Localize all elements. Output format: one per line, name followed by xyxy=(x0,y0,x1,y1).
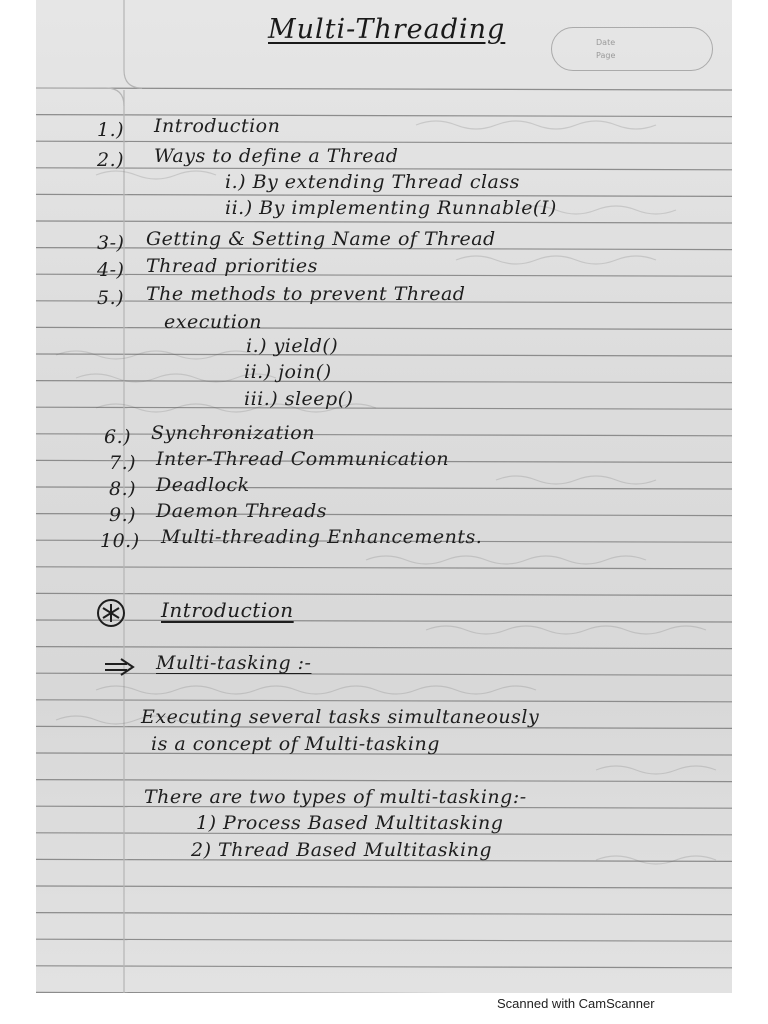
ruled-line xyxy=(36,913,732,915)
toc-num: 2.) xyxy=(97,149,125,171)
ruled-line xyxy=(36,673,732,675)
subheading: Multi-tasking :- xyxy=(156,652,312,674)
toc-item: Thread priorities xyxy=(146,255,318,277)
ruled-line xyxy=(36,407,732,409)
paragraph-line: Executing several tasks simultaneously xyxy=(141,706,540,728)
ruled-line xyxy=(36,593,732,595)
asterisk-bullet-icon xyxy=(95,597,127,629)
ruled-line xyxy=(36,886,732,888)
ruled-line xyxy=(36,939,732,941)
ruled-line xyxy=(36,966,732,968)
toc-num: 3-) xyxy=(97,232,125,254)
toc-item: Inter-Thread Communication xyxy=(156,448,450,470)
ruled-line xyxy=(36,381,732,383)
page-title: Multi-Threading xyxy=(268,14,506,45)
ruled-line xyxy=(36,487,732,489)
section-heading: Introduction xyxy=(161,598,294,622)
toc-item: The methods to prevent Thread xyxy=(146,283,466,305)
toc-subitem: ii.) By implementing Runnable(I) xyxy=(225,197,557,219)
toc-subitem: iii.) sleep() xyxy=(244,388,354,410)
date-label: Date xyxy=(596,38,616,47)
toc-item: Daemon Threads xyxy=(156,500,328,522)
toc-item: Multi-threading Enhancements. xyxy=(161,526,483,548)
toc-num: 8.) xyxy=(109,478,137,500)
toc-num: 6.) xyxy=(104,426,132,448)
toc-subitem: ii.) join() xyxy=(244,361,332,383)
page-label: Page xyxy=(596,51,616,60)
toc-item: Getting & Setting Name of Thread xyxy=(146,228,496,250)
ruled-line xyxy=(36,992,732,993)
ruled-line xyxy=(36,141,732,143)
date-page-stamp xyxy=(551,27,713,71)
list-item: 1) Process Based Multitasking xyxy=(196,812,504,834)
list-item: 2) Thread Based Multitasking xyxy=(191,839,492,861)
ruled-line xyxy=(36,700,732,702)
toc-item: Synchronization xyxy=(151,422,315,444)
ruled-line xyxy=(36,514,732,516)
ruled-line xyxy=(36,274,732,276)
toc-subitem: i.) By extending Thread class xyxy=(225,171,520,193)
ruled-line xyxy=(36,780,732,782)
ruled-line xyxy=(36,647,732,649)
ruled-line xyxy=(36,620,732,622)
toc-num: 7.) xyxy=(109,452,137,474)
scanned-notebook-page xyxy=(36,0,732,993)
ruled-line xyxy=(36,354,732,356)
toc-item: Introduction xyxy=(154,115,281,137)
ruled-line xyxy=(36,168,732,170)
toc-num: 10.) xyxy=(100,530,140,552)
toc-num: 9.) xyxy=(109,504,137,526)
double-arrow-icon xyxy=(103,656,137,678)
ruled-line xyxy=(36,327,732,329)
toc-item: Deadlock xyxy=(156,474,250,496)
camscanner-watermark: Scanned with CamScanner xyxy=(497,996,655,1011)
toc-subitem: i.) yield() xyxy=(246,335,339,357)
paragraph-line: There are two types of multi-tasking:- xyxy=(144,786,527,808)
ruled-line xyxy=(36,221,732,223)
toc-item-cont: execution xyxy=(164,311,262,333)
ruled-line xyxy=(36,115,732,117)
paragraph-line: is a concept of Multi-tasking xyxy=(151,733,440,755)
toc-num: 4-) xyxy=(97,259,125,281)
toc-num: 5.) xyxy=(97,287,125,309)
toc-num: 1.) xyxy=(97,119,125,141)
ruled-line xyxy=(36,567,732,569)
toc-item: Ways to define a Thread xyxy=(154,145,399,167)
ruled-line xyxy=(36,434,732,436)
